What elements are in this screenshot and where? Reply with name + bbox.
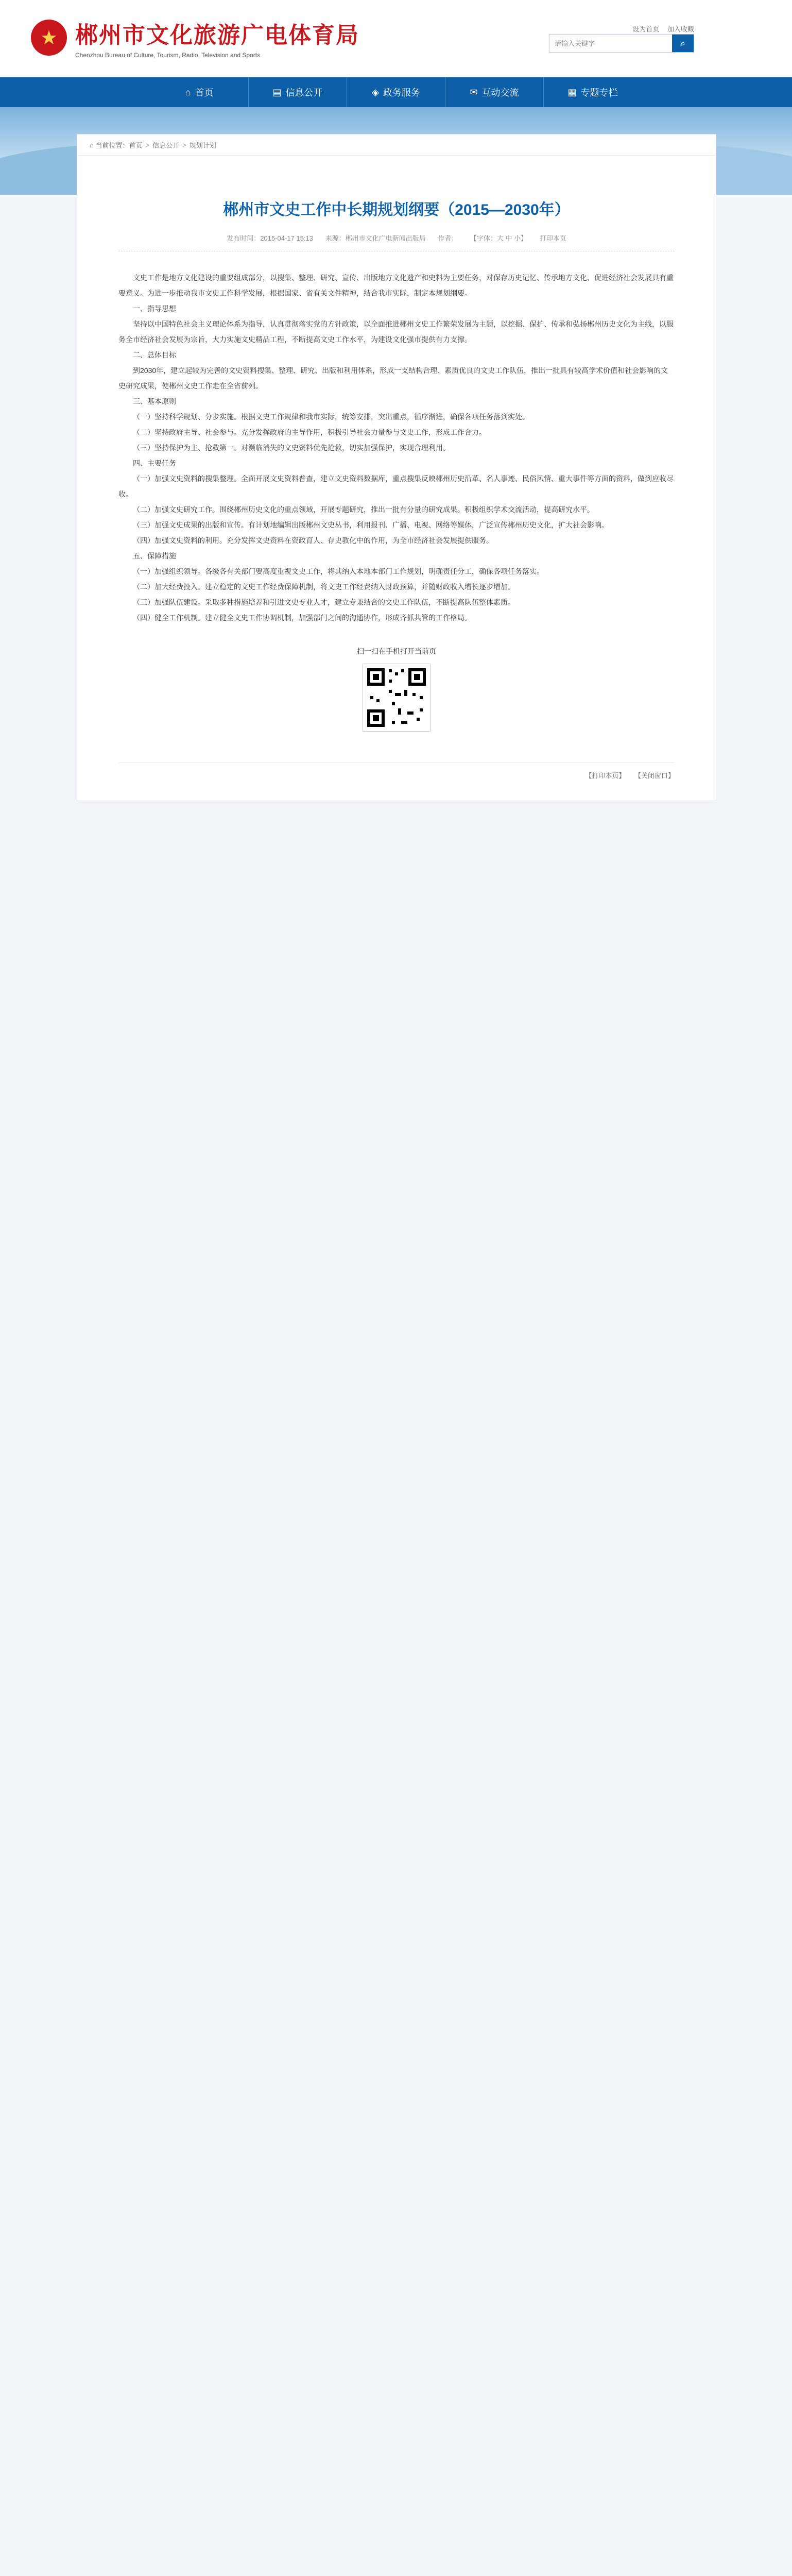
article-paragraph: 文史工作是地方文化建设的重要组成部分，以搜集、整理、研究、宣传、出版地方文化遗产和史料为主要任务，对保存历史记忆、传承地方文化、促进经济社会发展具有重要意义。为进一步推动我市文史工作科学发展，根据国家、省有关文件精神，结合我市实际，制定本规划纲要。 (118, 274, 674, 297)
breadcrumb-home[interactable]: 首页 (129, 141, 143, 149)
chat-icon: ✉ (470, 87, 478, 97)
breadcrumb-separator: > (145, 141, 150, 149)
emblem-icon: ★ (31, 20, 67, 56)
breadcrumb-prefix: 当前位置： (95, 141, 129, 149)
site-header (0, 0, 792, 77)
nav-item-topic[interactable] (544, 77, 642, 107)
article-paragraph: （三）坚持保护为主、抢救第一。对濒临消失的文史资料优先抢救，切实加强保护，实现合理利用。 (133, 444, 450, 452)
qr-label: 扫一扫在手机打开当前页 (357, 647, 436, 655)
article-paragraph: （二）加大经费投入。建立稳定的文史工作经费保障机制，将文史工作经费纳入财政预算，并随财政收入增长逐步增加。 (133, 583, 515, 591)
print-link[interactable]: 打印本页 (539, 234, 566, 242)
logo-text-block (75, 16, 359, 59)
search-input[interactable] (549, 35, 672, 52)
topic-icon: ▦ (567, 87, 577, 97)
add-favorite-link[interactable]: 加入收藏 (667, 25, 694, 33)
print-bar (118, 762, 675, 780)
article-paragraph: 一、指导思想 (133, 304, 176, 313)
article-title: 郴州市文史工作中长期规划纲要（2015—2030年） (223, 201, 570, 218)
article-paragraph: （二）加强文史研究工作。围绕郴州历史文化的重点领域，开展专题研究，推出一批有分量的研究成果。积极组织学术交流活动，提高研究水平。 (133, 505, 594, 514)
article-paragraph: 坚持以中国特色社会主义理论体系为指导，认真贯彻落实党的方针政策，以全面推进郴州文史工作繁荣发展为主题，以挖掘、保护、传承和弘扬郴州历史文化为主线，以服务全市经济社会发展为宗旨，大力实施文史精品工程，不断提高文史工作水平，为建设文化强市提供有力支撑。 (118, 320, 674, 344)
search-box (549, 34, 694, 53)
close-window-link[interactable]: 【关闭窗口】 (634, 772, 675, 779)
article-paragraph: （一）坚持科学规划、分步实施。根据文史工作规律和我市实际，统筹安排，突出重点，循序渐进，确保各项任务落到实处。 (133, 413, 529, 421)
set-homepage-link[interactable]: 设为首页 (632, 25, 660, 33)
info-icon: ▤ (272, 87, 282, 97)
article-paragraph: 三、基本原则 (133, 397, 176, 405)
article-meta (118, 233, 675, 251)
nav-item-interact[interactable] (445, 77, 544, 107)
font-size-switch[interactable]: 【字体：大 中 小】 (470, 234, 528, 242)
nav-label: 互动交流 (481, 88, 519, 98)
qr-code-graphic (363, 664, 430, 731)
print-page-link[interactable]: 【打印本页】 (585, 772, 626, 779)
breadcrumb-plan[interactable]: 规划计划 (189, 141, 216, 149)
article-author: 作者： (438, 234, 458, 242)
header-links (626, 24, 694, 33)
article-paragraph: （四）加强文史资料的利用。充分发挥文史资料在资政育人、存史教化中的作用，为全市经济社会发展提供服务。 (133, 536, 493, 545)
site-logo[interactable] (31, 16, 359, 59)
qr-code-image (363, 664, 431, 732)
location-icon: ⌂ (90, 141, 96, 149)
article-paragraph: （一）加强文史资料的搜集整理。全面开展文史资料普查，建立文史资料数据库，重点搜集反映郴州历史沿革、名人事迹、民俗风情、重大事件等方面的资料，做到应收尽收。 (118, 474, 674, 498)
article-paragraph: （一）加强组织领导。各级各有关部门要高度重视文史工作，将其纳入本地本部门工作规划，明确责任分工，确保各项任务落实。 (133, 567, 544, 575)
article-paragraph: （三）加强队伍建设。采取多种措施培养和引进文史专业人才，建立专兼结合的文史工作队伍，不断提高队伍整体素质。 (133, 598, 515, 606)
main-nav (0, 77, 792, 107)
nav-label: 专题专栏 (580, 88, 618, 98)
nav-item-service[interactable] (347, 77, 445, 107)
nav-label: 政务服务 (383, 88, 420, 98)
qr-area (118, 646, 675, 732)
article-paragraph: 四、主要任务 (133, 459, 176, 467)
nav-item-info[interactable] (249, 77, 347, 107)
article-paragraph: 二、总体目标 (133, 351, 176, 359)
nav-item-home[interactable] (150, 77, 249, 107)
article-source: 来源：郴州市文化广电新闻出版局 (325, 234, 426, 242)
service-icon: ◈ (372, 87, 379, 97)
breadcrumb-info[interactable]: 信息公开 (152, 141, 180, 149)
search-icon: ⌕ (680, 38, 686, 48)
breadcrumb (77, 134, 716, 156)
site-title: 郴州市文化旅游广电体育局 (75, 23, 359, 48)
nav-label: 首页 (195, 88, 214, 98)
article (77, 156, 716, 801)
home-icon: ⌂ (185, 87, 191, 97)
article-paragraph: （三）加强文史成果的出版和宣传。有计划地编辑出版郴州文史丛书，利用报刊、广播、电视、网络等媒体，广泛宣传郴州历史文化，扩大社会影响。 (133, 521, 609, 529)
article-body (118, 270, 675, 625)
publish-time: 发布时间：2015-04-17 15:13 (227, 234, 313, 242)
main-content-panel (77, 134, 716, 801)
breadcrumb-separator: > (182, 141, 186, 149)
article-paragraph: （四）健全工作机制。建立健全文史工作协调机制，加强部门之间的沟通协作，形成齐抓共管的工作格局。 (133, 614, 472, 622)
article-paragraph: 五、保障措施 (133, 552, 176, 560)
search-button[interactable] (672, 35, 694, 52)
article-paragraph: （二）坚持政府主导、社会参与。充分发挥政府的主导作用，积极引导社会力量参与文史工作，形成工作合力。 (133, 428, 486, 436)
site-subtitle: Chenzhou Bureau of Culture, Tourism, Radio, Television and Sports (75, 52, 261, 59)
article-paragraph: 到2030年，建立起较为完善的文史资料搜集、整理、研究、出版和利用体系，形成一支结构合理、素质优良的文史工作队伍，推出一批具有较高学术价值和社会影响的文史研究成果，使郴州文史工作走在全省前列。 (118, 366, 668, 390)
nav-label: 信息公开 (285, 88, 323, 98)
